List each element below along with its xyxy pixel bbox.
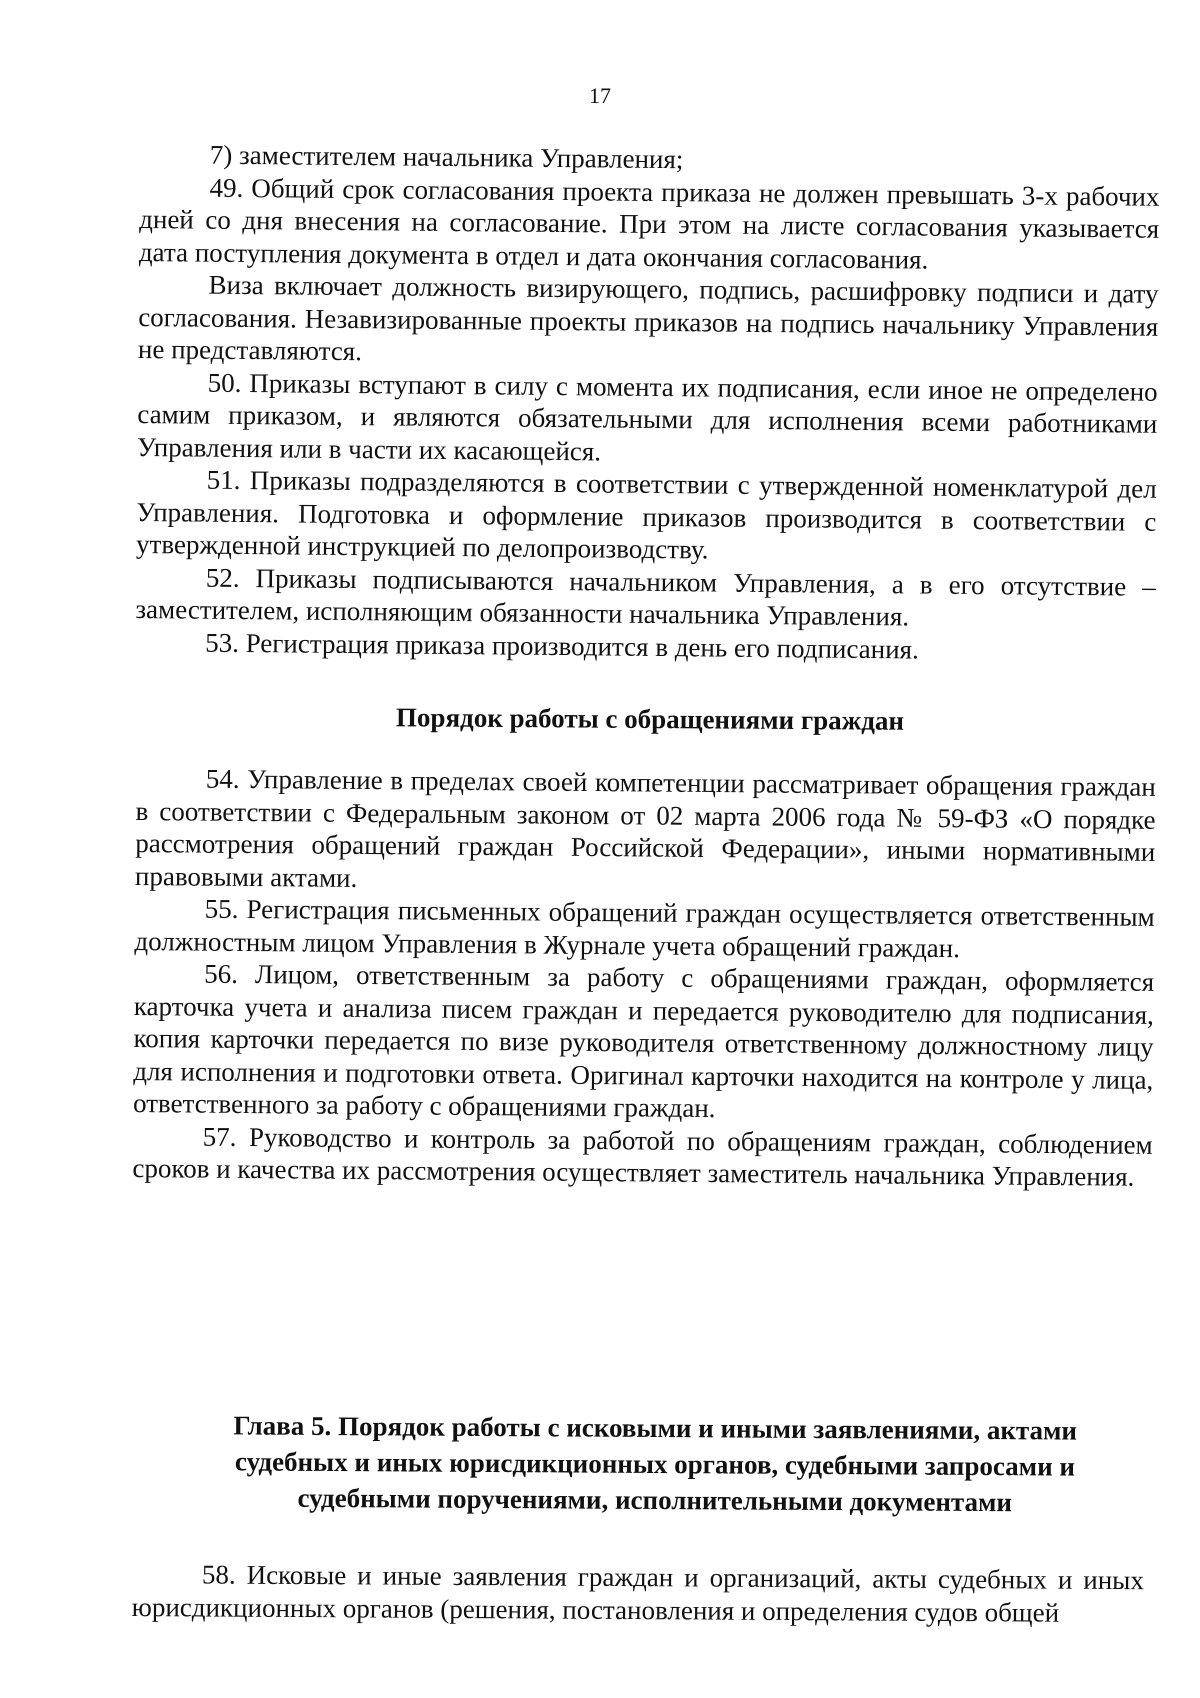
paragraph-53: 53. Регистрация приказа производится в день его подписания.: [205, 627, 919, 664]
paragraph-54: 54. Управление в пределах своей компетенции рассматривает обращения граждан в соответствии с Федеральным законом от 02 марта 2006 года № 59-ФЗ «О порядке рассмотрения обращений граждан Российской Федерации», иными нормативными правовыми актами.: [134, 763, 1156, 893]
chapter-5-text: [132, 1558, 1144, 1629]
paragraph-56: 56. Лицом, ответственным за работу с обращениями граждан, оформляется карточка учета и анализа писем граждан и передается руководителю для подписания, копия карточки передается по визе руководителя ответственному должностному лицу для исполнения и подготовки ответа. Оригинал карточки находится на контроле у лица, ответственного за работу с обращениями граждан.: [132, 958, 1155, 1124]
chapter-heading-line: судебными поручениями, исполнительными документами: [297, 1482, 1013, 1518]
paragraph-55: 55. Регистрация письменных обращений граждан осуществляется ответственным должностным лицом Управления в Журнале учета обращений граждан.: [134, 893, 1155, 963]
chapter-heading-line: судебных и иных юрисдикционных органов, судебными запросами и: [234, 1446, 1076, 1482]
orders-section-text: [135, 138, 1160, 668]
paragraph-51: 51. Приказы подразделяются в соответствии с утвержденной номенклатурой дел Управления. Подготовка и оформление приказов производится в соответствии с утвержденной инструкцией по делопроизводству.: [135, 464, 1157, 565]
paragraph-item-7: 7) заместителем начальника Управления;: [209, 139, 684, 175]
paragraph-57: 57. Руководство и контроль за работой по обращениям граждан, соблюдением сроков и качества их рассмотрения осуществляет заместитель начальника Управления.: [132, 1121, 1153, 1192]
section-heading-citizens-appeals: Порядок работы с обращениями граждан: [395, 702, 905, 736]
citizens-appeals-section-text: [132, 762, 1156, 1193]
chapter-heading-line: Глава 5. Порядок работы с исковыми и иными заявлениями, актами: [233, 1410, 1078, 1446]
paragraph-49: 49. Общий срок согласования проекта приказа не должен превышать 3-х рабочих дней со дня внесения на согласование. При этом на листе согласования указывается дата поступления документа в отдел и дата окончания согласования.: [138, 172, 1160, 275]
paragraph-50: 50. Приказы вступают в силу с момента их подписания, если иное не определено самим приказом, и являются обязательными для исполнения всеми работниками Управления или в части их касающейся.: [136, 367, 1158, 466]
paragraph-visa: Виза включает должность визирующего, подпись, расшифровку подписи и дату согласования. Незавизированные проекты приказов на подпись начальнику Управления не представляются.: [137, 269, 1159, 367]
page-number: 17: [589, 83, 611, 108]
paragraph-58: 58. Исковые и иные заявления граждан и организаций, акты судебных и иных юрисдикционных органов (решения, постановления и определения судов общей: [131, 1559, 1144, 1628]
paragraph-52: 52. Приказы подписываются начальником Управления, а в его отсутствие – заместителем, исполняющим обязанности начальника Управления.: [135, 562, 1156, 632]
chapter-heading-5: [130, 1407, 1181, 1521]
